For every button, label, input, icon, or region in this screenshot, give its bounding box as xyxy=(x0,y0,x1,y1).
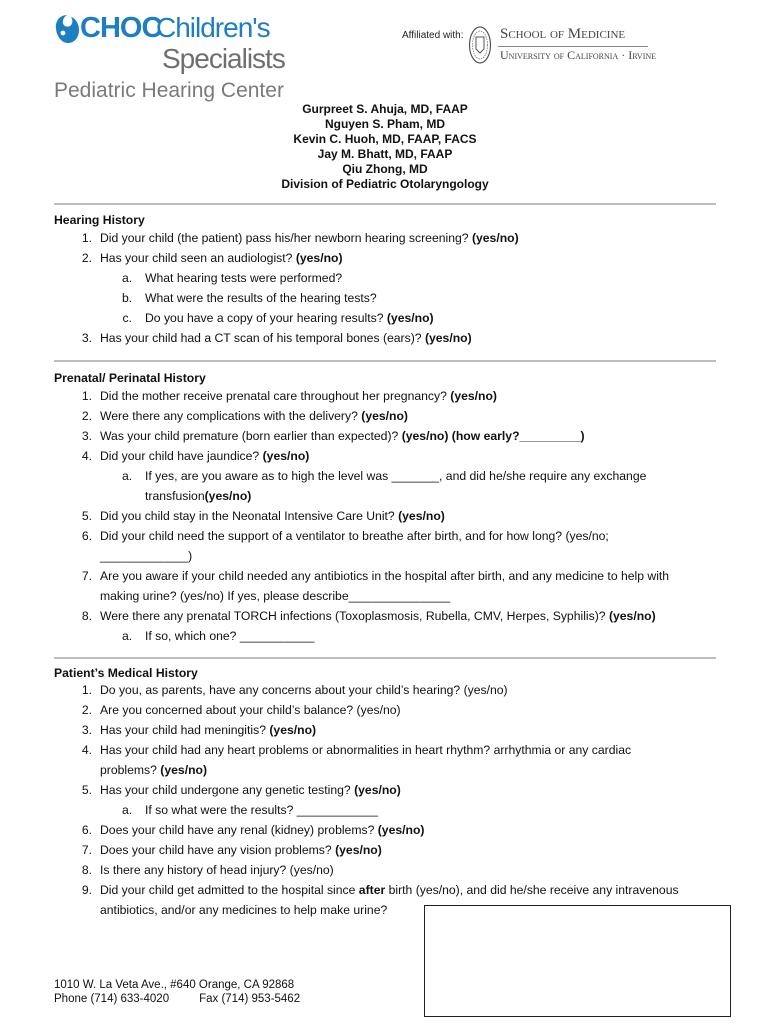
section-divider xyxy=(54,203,716,205)
logo-childrens-text: Children's xyxy=(156,12,270,43)
physician-name: Jay M. Bhatt, MD, FAAP xyxy=(317,147,453,161)
logo-choc-text: CHOC xyxy=(80,12,162,44)
physician-name: Gurpreet S. Ahuja, MD, FAAP xyxy=(302,102,468,116)
footer-fax: Fax (714) 953-5462 xyxy=(199,993,301,1005)
section-divider xyxy=(54,657,716,659)
school-of-medicine: School of Medicine xyxy=(500,26,626,42)
affiliated-label: Affiliated with: xyxy=(402,30,464,41)
physician-name: Nguyen S. Pham, MD xyxy=(324,117,446,131)
center-name: Pediatric Hearing Center xyxy=(54,79,284,102)
university-name: University of California · Irvine xyxy=(500,48,657,62)
answer-box[interactable] xyxy=(424,905,731,1017)
physician-name: Qiu Zhong, MD xyxy=(342,162,428,176)
choc-logo-icon xyxy=(54,14,80,44)
section-title-prenatal: Prenatal/ Perinatal History xyxy=(54,371,206,385)
footer-phone: Phone (714) 633-4020 xyxy=(54,993,170,1005)
physician-list xyxy=(200,102,570,192)
section-title-medical: Patient’s Medical History xyxy=(54,666,198,680)
section-divider xyxy=(54,360,716,362)
header-divider xyxy=(498,46,648,47)
footer-address: 1010 W. La Veta Ave., #640 Orange, CA 92868 xyxy=(54,979,295,991)
footer-contact xyxy=(54,978,300,1006)
uci-seal-icon xyxy=(468,25,492,65)
physician-name: Kevin C. Huoh, MD, FAAP, FACS xyxy=(293,132,477,146)
section-title-hearing: Hearing History xyxy=(54,213,145,227)
division-name: Division of Pediatric Otolaryngology xyxy=(281,177,489,191)
logo-specialists-text: Specialists xyxy=(162,43,285,74)
